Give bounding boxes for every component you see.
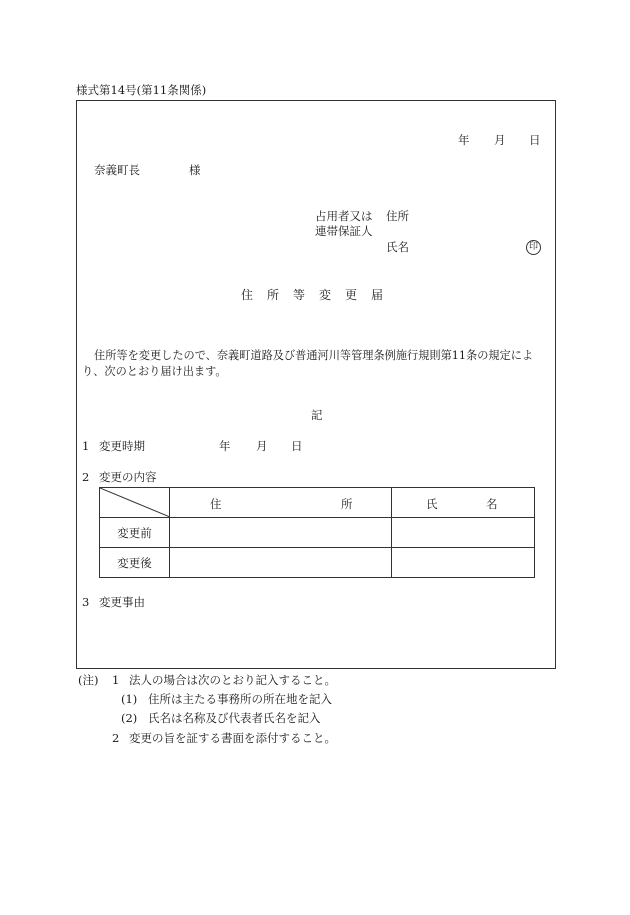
date-year: 年: [458, 133, 470, 147]
diagonal-line: [100, 488, 170, 517]
header-name-char2: 名: [486, 497, 498, 511]
header-address: [170, 488, 392, 518]
after-name-cell[interactable]: [392, 548, 535, 578]
applicant-role-line1: 占用者又は: [315, 209, 373, 223]
sub2-number: (2): [121, 711, 138, 725]
before-name-cell[interactable]: [392, 518, 535, 548]
body-line-2: り、次のとおり届け出ます。: [82, 365, 227, 378]
item1-day: 日: [291, 439, 303, 453]
header-name-char1: 氏: [426, 497, 438, 511]
notes-prefix: (注): [78, 673, 99, 687]
addressee-honorific: 様: [189, 163, 201, 177]
note1-number: 1: [112, 673, 120, 687]
item3-number: 3: [82, 595, 90, 609]
note2-text: 変更の旨を証する書面を添付すること。: [129, 731, 336, 745]
header-name: [392, 488, 535, 518]
item1-year: 年: [219, 439, 231, 453]
seal-mark: 印: [526, 240, 541, 255]
applicant-address-label: 住所: [386, 209, 409, 223]
note2-number: 2: [112, 731, 120, 745]
form-frame: [76, 100, 556, 669]
item2-label: 変更の内容: [99, 470, 157, 484]
body-line-1: 住所等を変更したので、奈義町道路及び普通河川等管理条例施行規則第11条の規定によ: [94, 349, 534, 362]
changes-table: [99, 487, 535, 578]
row-label-before: 変更前: [100, 518, 170, 548]
after-address-cell[interactable]: [170, 548, 392, 578]
item2-number: 2: [82, 470, 90, 484]
form-title: 様式第14号(第11条関係): [76, 83, 207, 97]
addressee-name: 奈義町長: [94, 163, 140, 177]
document-heading: 住 所 等 変 更 届: [241, 288, 385, 302]
date-day: 日: [529, 133, 541, 147]
sub1-text: 住所は主たる事務所の所在地を記入: [148, 692, 332, 706]
sub1-number: (1): [121, 692, 138, 706]
table-row: [100, 548, 535, 578]
item1-month: 月: [256, 439, 268, 453]
item3-label: 変更事由: [99, 595, 145, 609]
applicant-name-label: 氏名: [386, 240, 409, 254]
table-row: [100, 518, 535, 548]
header-address-char1: 住: [210, 497, 222, 511]
ki-label: 記: [311, 408, 323, 422]
applicant-role-line2: 連帯保証人: [315, 224, 373, 238]
sub2-text: 氏名は名称及び代表者氏名を記入: [148, 711, 321, 725]
note1-text: 法人の場合は次のとおり記入すること。: [129, 673, 336, 687]
item1-label: 変更時期: [99, 439, 145, 453]
header-address-char2: 所: [341, 497, 353, 511]
table-corner-cell: [100, 488, 170, 518]
before-address-cell[interactable]: [170, 518, 392, 548]
date-month: 月: [494, 133, 506, 147]
table-header-row: [100, 488, 535, 518]
item1-number: 1: [82, 439, 90, 453]
row-label-after: 変更後: [100, 548, 170, 578]
